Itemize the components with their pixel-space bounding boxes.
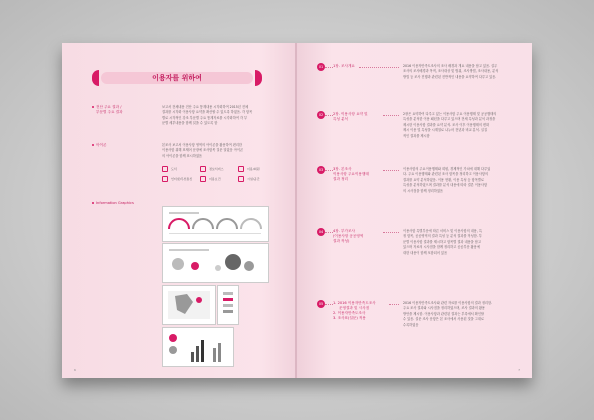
connector-line: [325, 304, 333, 305]
body-line: 문별 세부내용을 함께 읽을 수 있도록 함: [162, 121, 218, 126]
label-line: 운영결과 및 시사점: [339, 306, 370, 310]
item-body: [403, 229, 523, 256]
connector-line: [383, 170, 399, 171]
body-line: 대한 내용이 함께 포함되어 있음: [403, 250, 448, 255]
body-line: 있으며 자료의 시사점을 함께 정리하고 공공부문 활용에: [403, 245, 480, 250]
label-line: 2장. 이용사항 요약 및: [333, 112, 368, 116]
bullet-icon: [92, 144, 94, 146]
item-number-badge: 03: [318, 168, 324, 172]
infographic-map: [163, 286, 215, 324]
section-body: [162, 105, 284, 127]
body-line: 특성을 분석하였으며 결과를 분석 내용에 따라 결론 이용사항: [403, 183, 488, 188]
bullet-icon: [92, 202, 94, 204]
legend-label: 도서: [171, 167, 177, 171]
legend-label: 이용요건: [209, 177, 221, 181]
label-line: 3장. 본조사: [333, 167, 352, 171]
body-line: 정 항목, 공공영역의 결과 특성 등 분석 결과를 작성함. 부: [403, 234, 482, 239]
body-line: 특성을 분석한 이용 패턴을 다루고 있으며 전체 특성과 분석 과정을: [403, 117, 496, 122]
legend-label: 이용/회원: [247, 167, 260, 171]
facility-icon: [238, 176, 244, 182]
connector-line: [383, 115, 399, 116]
label-line: 부문별 주요 결과: [96, 110, 123, 114]
legend-item: [200, 176, 221, 182]
body-line: 제시한 이용사항 결과를 요약 분석. 조사 이후 이용행태의 변화: [403, 122, 490, 127]
body-line: 이용사항 특별부문에 따른 서비스 및 이용사항의 내용, 특: [403, 229, 482, 233]
item-label: [333, 167, 383, 182]
body-line: 2016 이용자만족도조사의 조사 배경과 개요 내용을 담고 있음. 설무: [403, 64, 498, 68]
label-line: 결과 작성): [333, 239, 350, 243]
body-line: 이용사항 위해 표제어 문장에 조사항목 질문 달았음 아이콘: [162, 148, 243, 153]
body-line: 제시 이용 및 특성을 시계열로 나누어 전년과 비교 분석. 실질: [403, 128, 488, 133]
body-line: 의 아이콘을 함께 표시하였음: [162, 153, 202, 158]
infographic-thumbnail: [162, 206, 269, 242]
label-line: 2. 이용자만족도조사: [333, 311, 366, 315]
infographic-arcs: [163, 207, 268, 241]
body-line: 다. 주요 이용행태와 관련된 조사 항목을 정리하고 이용사항의: [403, 172, 489, 177]
label-line: 1. 2016 이용자만족도조사: [333, 301, 376, 305]
infographic-thumbnail: [217, 285, 239, 325]
title-bar: [92, 70, 262, 86]
body-line: 보고서 전체내용 전산 주요 통계내용 시각화하여 2015년 전체: [162, 105, 249, 109]
book-spread: [62, 43, 532, 378]
section-label: [92, 143, 142, 148]
title-cap-left: [92, 70, 99, 86]
left-page: [62, 43, 297, 378]
requirement-icon: [200, 176, 206, 182]
section-label: [92, 105, 142, 115]
legend-label: 시설/공간: [247, 177, 260, 181]
member-icon: [238, 166, 244, 172]
body-line: 이용사항의 주요이용행태와 회원, 경제적인 가치에 대해 다루었: [403, 167, 491, 171]
connector-line: [389, 304, 399, 305]
label-line: 이용사항 주요이용행태: [333, 172, 369, 176]
item-label: [333, 112, 383, 122]
title-cap-right: [255, 70, 262, 86]
item-body: [403, 167, 523, 194]
label-line: (이용사항 공공영역: [333, 234, 364, 238]
body-line: 수록하였음: [403, 322, 419, 327]
label-line: 특성 분석: [333, 117, 349, 121]
infographic-thumbnail: [162, 285, 216, 325]
page-title: 이용자를 위하여: [101, 72, 253, 84]
infographic-column: [218, 286, 238, 324]
infographic-thumbnail: [162, 243, 269, 283]
infographic-bubbles: [163, 244, 268, 282]
section-label: [92, 201, 152, 206]
item-number-badge: 01: [318, 65, 324, 69]
item-number-badge: 04: [318, 230, 324, 234]
legend-item: [200, 166, 224, 172]
label-line: Information Graphics: [96, 201, 134, 205]
item-number-badge: 02: [318, 113, 324, 117]
body-line: 방법 등 조사 진행과 관련된 전반적인 내용을 요약하여 다루고 있음.: [403, 74, 497, 79]
item-label: [333, 301, 389, 321]
legend-label: 정보서비스: [209, 167, 224, 171]
body-line: 결과를 요약 분석하였음. 이용 현황, 이용 특성 등 항목별로: [403, 177, 484, 182]
infographic-thumbnail: [162, 327, 234, 367]
label-line: 결과 정리: [333, 177, 349, 181]
connector-line: [325, 67, 333, 68]
item-body: [403, 64, 523, 80]
item-body: [403, 301, 523, 328]
item-label: [333, 229, 383, 244]
right-page: [297, 43, 532, 378]
section-body: [162, 143, 284, 159]
page-number: 7: [518, 368, 520, 372]
body-line: 결과를 시각화 이용사항 요약을 확산할 수 있도록 하였음. 각 항목: [162, 110, 253, 115]
body-line: 방안을 제시함. 이용사항과 관련된 결과는 부록에서 확인할: [403, 311, 484, 316]
connector-line: [325, 170, 333, 171]
label-line: 1장. 조사개요: [333, 64, 355, 68]
label-line: 전산 주요 결과 /: [96, 105, 122, 109]
legend-item: [162, 176, 192, 182]
label-line: 3. 조사표(설문) 적용: [333, 316, 366, 320]
legend-label: 인터넷/무선통신: [171, 177, 193, 181]
legend-item: [238, 166, 260, 172]
connector-line: [383, 232, 399, 233]
internet-icon: [162, 176, 168, 182]
legend-item: [238, 176, 260, 182]
connector-line: [359, 67, 399, 68]
label-line: 아이콘: [96, 143, 107, 147]
book-icon: [162, 166, 168, 172]
body-line: 주요 조사 결과와 시사점을 정리하였으며, 조사 결과의 활용: [403, 306, 486, 311]
body-line: 의 시사점을 함께 정리하였음: [403, 188, 443, 193]
body-line: 조사의 조사배경과 목적, 조사대상 및 범위, 조사방법, 조사내용, 분석: [403, 69, 499, 74]
page-number: 6: [74, 368, 76, 372]
body-line: 문별 이용사항 결과를 제시하고 항목별 결과 내용을 담고: [403, 239, 481, 244]
body-line: 적인 결과를 제시함: [403, 133, 430, 138]
body-line: 수 있음. 설문 조사 문항은 본 조사에서 사용된 것을 그대로: [403, 317, 484, 322]
item-number-badge: 05: [318, 302, 324, 306]
connector-line: [325, 232, 333, 233]
connector-line: [325, 115, 333, 116]
legend-item: [162, 166, 177, 172]
bullet-icon: [92, 106, 94, 108]
item-body: [403, 112, 523, 139]
info-service-icon: [200, 166, 206, 172]
body-line: 본조사 보고서 이용사항 영역의 아이콘을 활용하여 편리한: [162, 143, 242, 147]
infographic-bars: [163, 328, 233, 366]
body-line: 2016 이용자만족도조사와 관련 자료를 이용사항의 결과 정리함.: [403, 301, 493, 305]
body-line: 2장은 요약하여 다루고 있는 이용사항 주요 이용행태 및 공공행태의: [403, 112, 497, 116]
body-line: 별로 시각적인 강조 부문별 주요 통계자료를 시각화하여 각 부: [162, 115, 248, 120]
label-line: 4장. 부가조사: [333, 229, 355, 233]
